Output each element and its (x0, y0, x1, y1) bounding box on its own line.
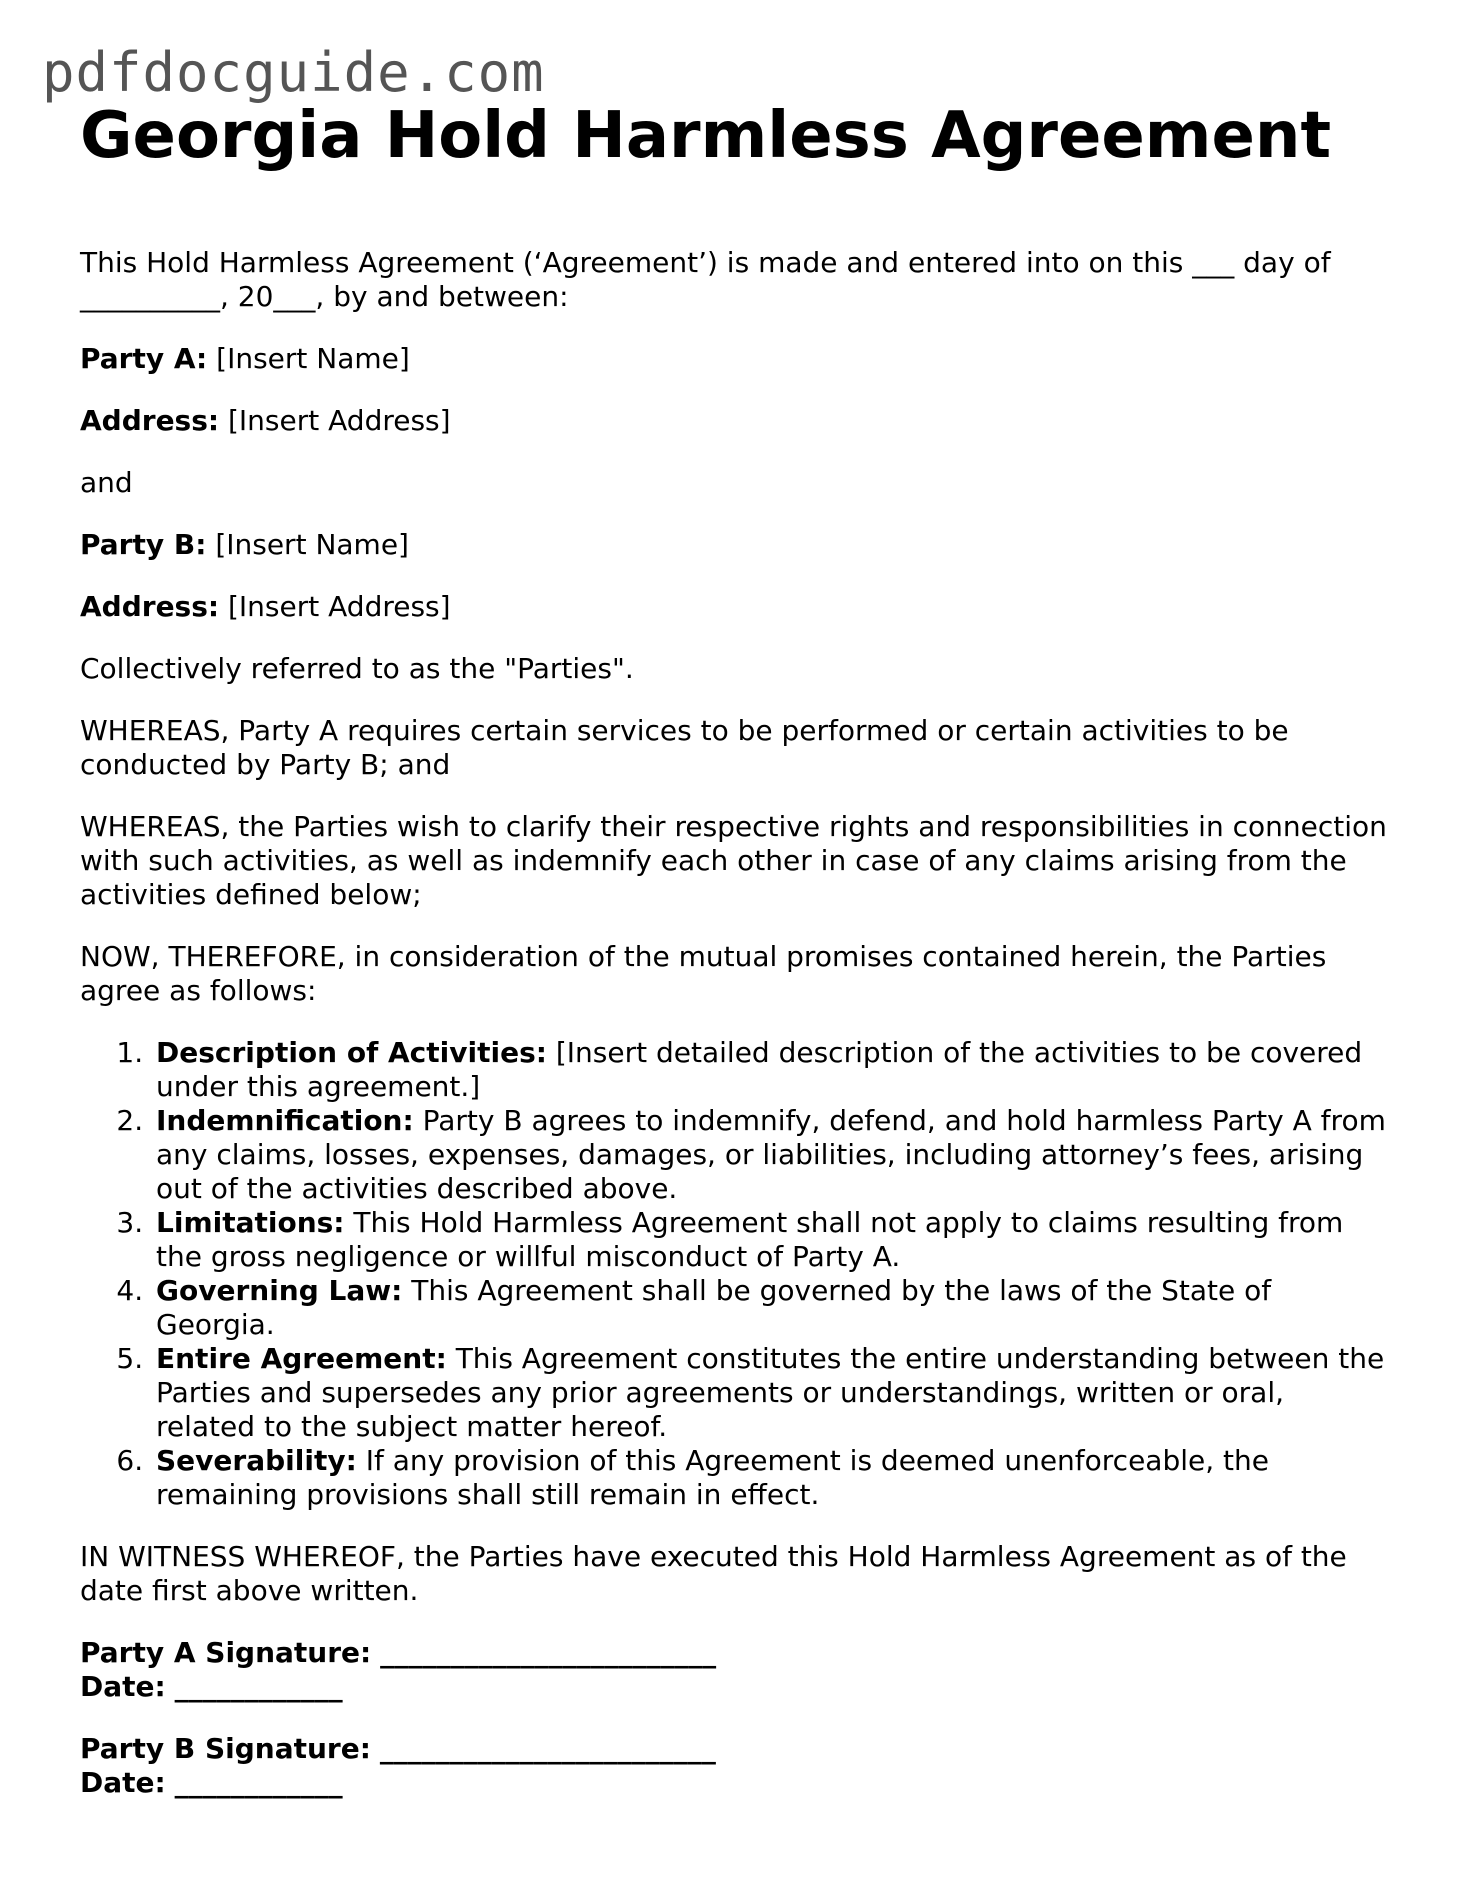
clause-label: Governing Law: (156, 1273, 403, 1307)
date-label-a: Date: (80, 1669, 166, 1703)
party-b-address-label: Address: (80, 589, 220, 623)
clause-item (152, 1444, 1390, 1512)
party-b-address-line (80, 590, 1390, 624)
date-label-b: Date: (80, 1765, 166, 1799)
clause-label: Indemnification: (156, 1103, 414, 1137)
signature-blank-b[interactable]: ________________________ (379, 1731, 716, 1765)
party-a-line (80, 342, 1390, 376)
clause-item (152, 1104, 1390, 1206)
clause-text: [Insert detailed description of the activities to be covered under this agreement.] (156, 1035, 1363, 1103)
and-line: and (80, 465, 133, 499)
signature-line-a (80, 1636, 1390, 1670)
party-b-label: Party B: (80, 527, 207, 561)
clause-label: Entire Agreement: (156, 1341, 447, 1375)
clause-text: Party B agrees to indemnify, defend, and hold harmless Party A from any claims, losses, expenses, damages, or liabilities, including attorney’s fees, arising out of the activities described above. (156, 1103, 1386, 1205)
date-blank-b[interactable]: ____________ (174, 1765, 343, 1799)
clause-item (152, 1342, 1390, 1444)
clause-item (152, 1036, 1390, 1104)
date-blank-a[interactable]: ____________ (174, 1669, 343, 1703)
witness-paragraph: IN WITNESS WHEREOF, the Parties have executed this Hold Harmless Agreement as of the date first above written. (80, 1539, 1347, 1607)
signature-line-b (80, 1732, 1390, 1766)
clause-text: This Agreement shall be governed by the laws of the State of Georgia. (156, 1273, 1272, 1341)
collective-paragraph: Collectively referred to as the "Parties". (80, 651, 634, 685)
document-title: Georgia Hold Harmless Agreement (80, 99, 1332, 173)
party-a-value: [Insert Name] (216, 341, 410, 375)
clause-text: This Agreement constitutes the entire understanding between the Parties and supersedes any prior agreements or understandings, written or oral, related to the subject matter hereof. (156, 1341, 1385, 1443)
clause-text: This Hold Harmless Agreement shall not apply to claims resulting from the gross negligence or willful misconduct of Party A. (156, 1205, 1344, 1273)
watermark: pdfdocguide.com (42, 41, 545, 104)
party-b-value: [Insert Name] (215, 527, 409, 561)
whereas-paragraph-2: WHEREAS, the Parties wish to clarify their respective rights and responsibilities in connection with such activities, as well as indemnify each other in case of any claims arising from the activities defined below; (80, 809, 1387, 911)
party-b-address-value: [Insert Address] (228, 589, 451, 623)
whereas-paragraph-1: WHEREAS, Party A requires certain services to be performed or certain activities to be conducted by Party B; and (80, 713, 1289, 781)
clause-list (80, 1036, 1390, 1512)
party-a-address-value: [Insert Address] (228, 403, 451, 437)
clause-label: Limitations: (156, 1205, 345, 1239)
party-a-label: Party A: (80, 341, 208, 375)
signature-block-b (80, 1732, 1390, 1800)
clause-label: Severability: (156, 1443, 357, 1477)
document-page (80, 100, 1390, 1800)
party-a-address-label: Address: (80, 403, 220, 437)
party-a-address-line (80, 404, 1390, 438)
clause-item (152, 1274, 1390, 1342)
signature-blank-a[interactable]: ________________________ (380, 1635, 717, 1669)
date-line-b (80, 1766, 1390, 1800)
clause-item (152, 1206, 1390, 1274)
party-b-line (80, 528, 1390, 562)
signature-label-a: Party A Signature: (80, 1635, 372, 1669)
clause-label: Description of Activities: (156, 1035, 547, 1069)
signature-label-b: Party B Signature: (80, 1731, 371, 1765)
date-line-a (80, 1670, 1390, 1704)
now-therefore-paragraph: NOW, THEREFORE, in consideration of the mutual promises contained herein, the Parties agree as follows: (80, 939, 1327, 1007)
intro-paragraph: This Hold Harmless Agreement (‘Agreement’) is made and entered into on this ___ day of __________, 20___, by and between: (80, 245, 1331, 313)
clause-text: If any provision of this Agreement is deemed unenforceable, the remaining provisions shall still remain in effect. (156, 1443, 1269, 1511)
signature-block-a (80, 1636, 1390, 1704)
